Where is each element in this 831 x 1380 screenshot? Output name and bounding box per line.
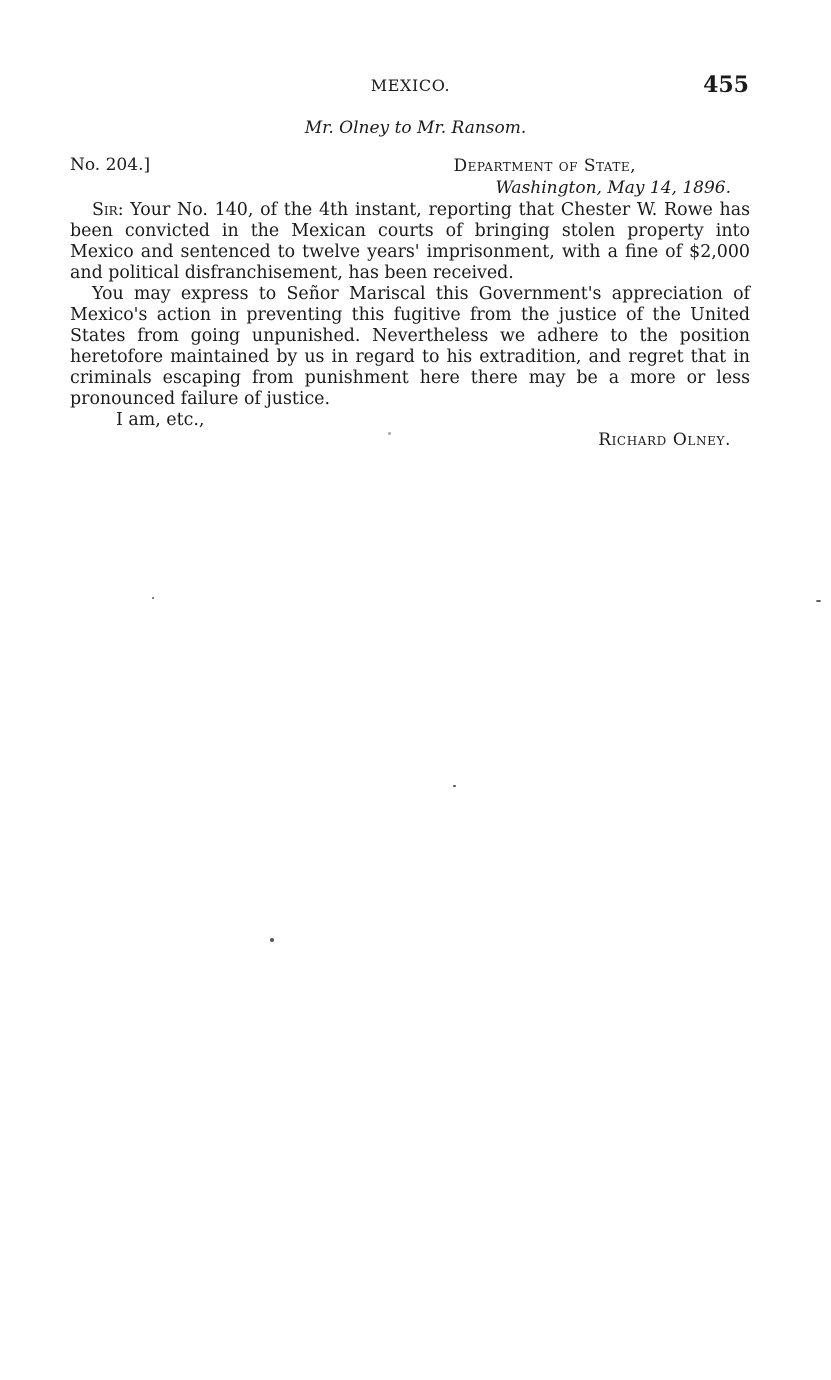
- paragraph-1-text: : Your No. 140, of the 4th instant, reporting that Chester W. Rowe has been convicted in the Mexican courts of bringing stolen property into Mexico and sentenced to twelve years' imprisonment, with a fine of $2,000 and political disfranchisement, has been received.: [70, 200, 750, 283]
- scan-speck: [388, 432, 391, 435]
- paragraph-1: [70, 200, 750, 284]
- letter-body: [70, 200, 750, 410]
- department-name: Department of State,: [453, 156, 636, 176]
- paragraph-2: You may express to Señor Mariscal this Government's appreciation of Mexico's action in preventing this fugitive from the justice of the United States from going unpunished. Nevertheless we adhere to the position heretofore maintained by us in regard to his extradition, and regret that in criminals escaping from punishment here there may be a more or less pronounced failure of justice.: [70, 284, 750, 409]
- scan-speck: [152, 597, 154, 599]
- salutation: Sir: [92, 200, 118, 220]
- scan-speck: [270, 938, 274, 942]
- scan-speck: [816, 600, 821, 602]
- document-number: No. 204.]: [70, 155, 151, 175]
- scan-speck: [453, 785, 456, 787]
- closing: I am, etc.,: [116, 410, 205, 430]
- letter-heading: Mr. Olney to Mr. Ransom.: [304, 118, 527, 138]
- page-number: 455: [703, 72, 749, 98]
- signature: Richard Olney.: [598, 430, 731, 450]
- running-head: [70, 72, 751, 100]
- dateline: [453, 155, 731, 199]
- place-date: Washington, May 14, 1896.: [495, 178, 731, 198]
- running-title: MEXICO.: [370, 76, 451, 95]
